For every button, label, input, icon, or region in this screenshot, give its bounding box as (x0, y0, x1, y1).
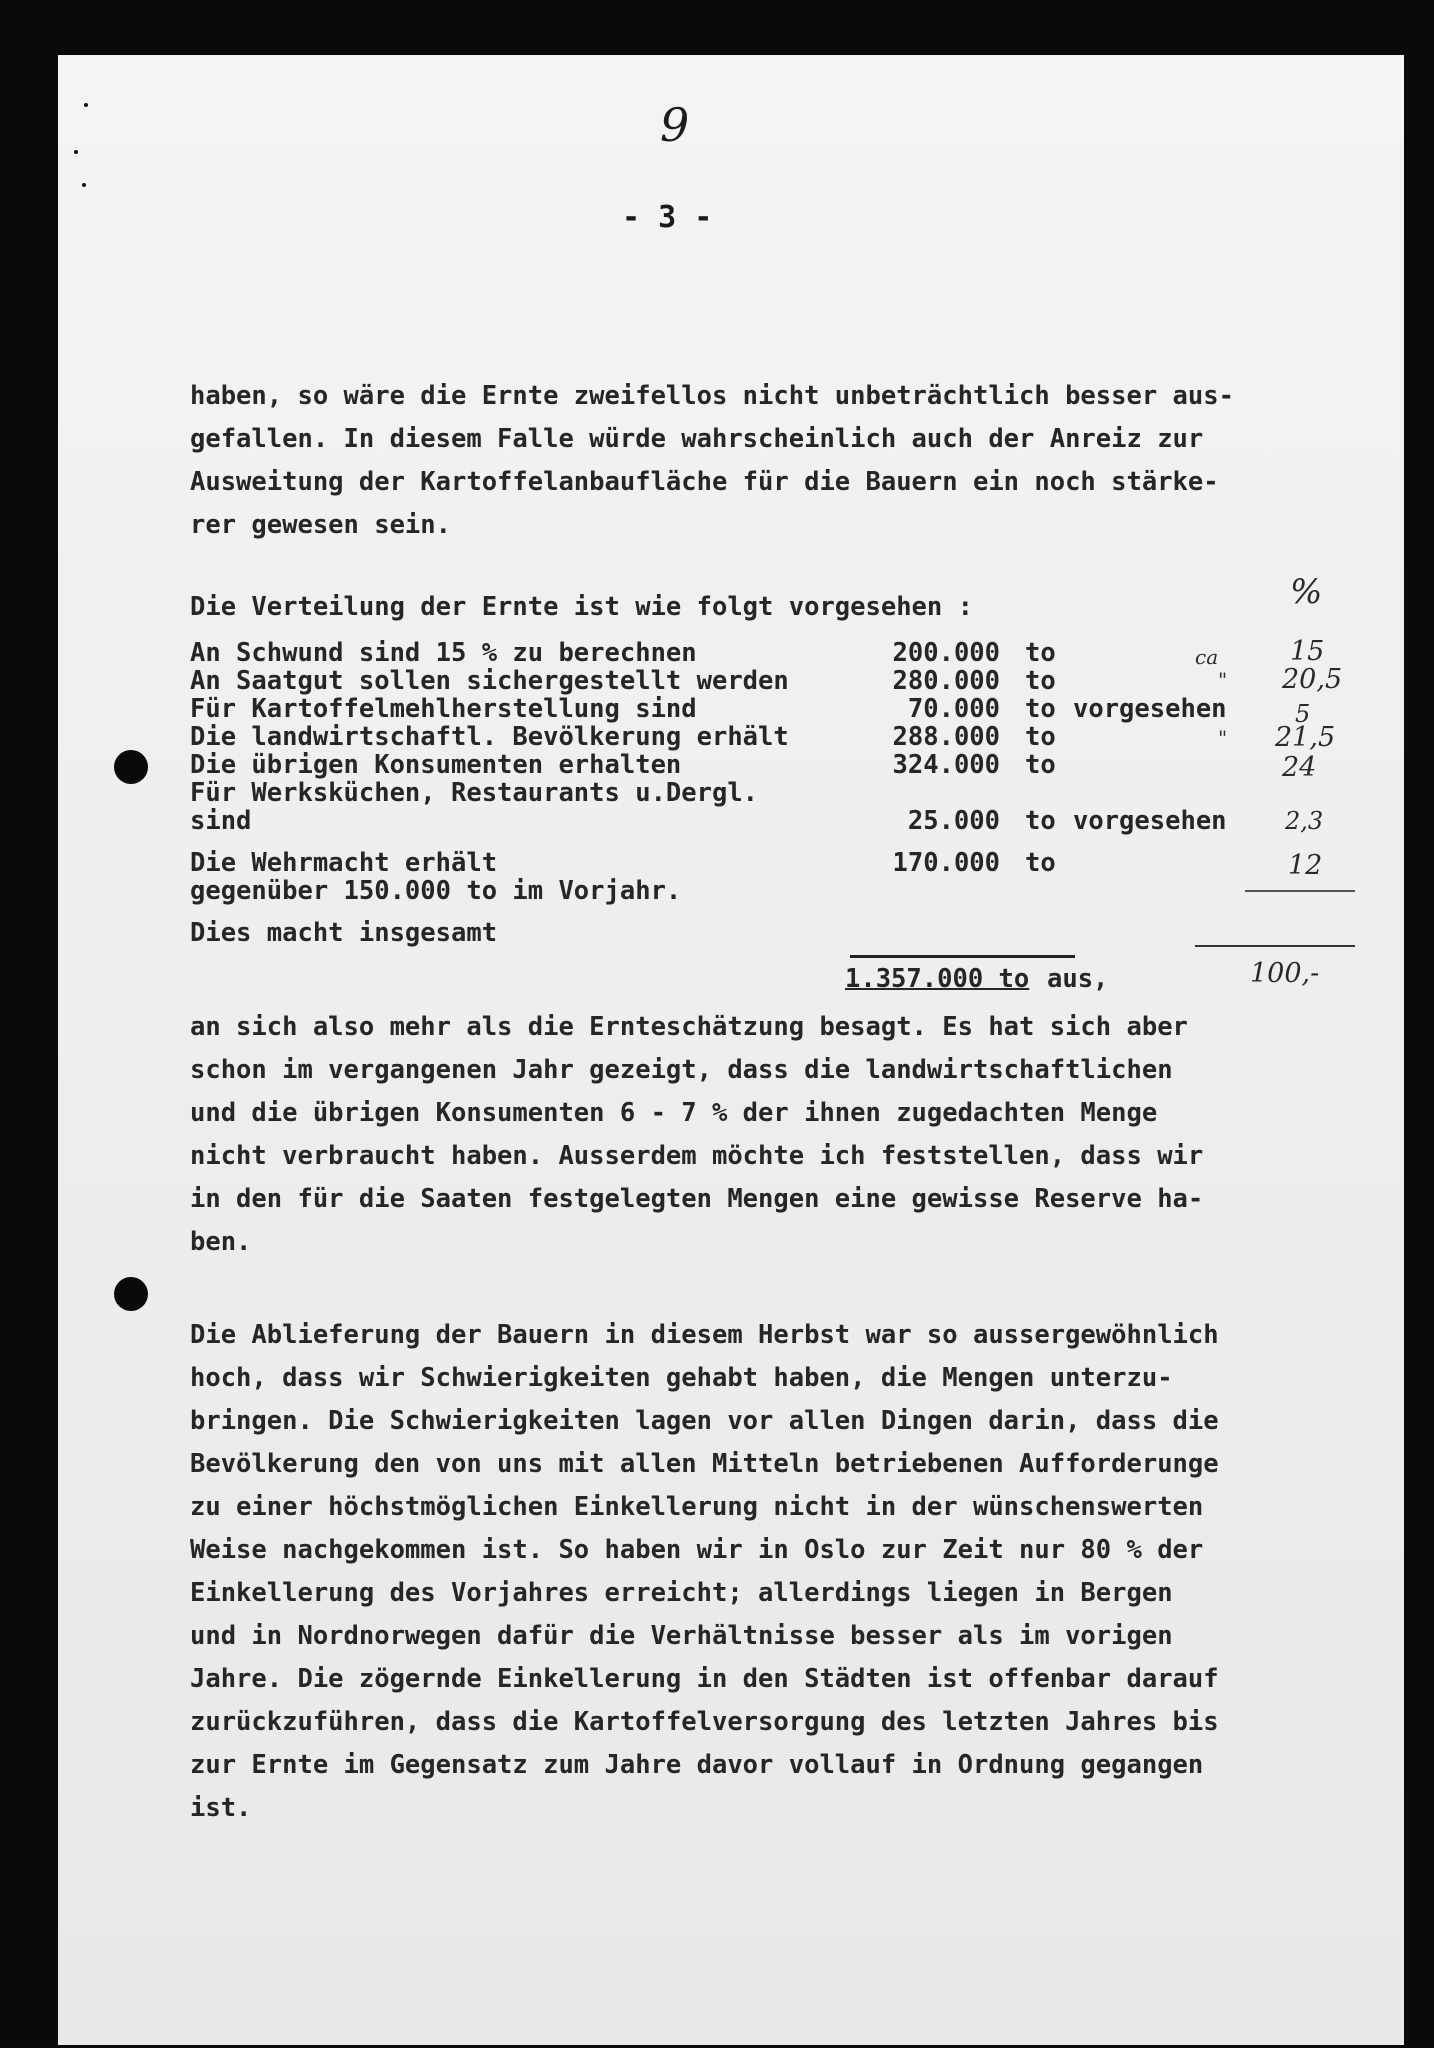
row-unit: to (1025, 848, 1056, 878)
handwritten-ca: ca (1195, 645, 1219, 669)
handwritten-ditto: " (1218, 726, 1228, 750)
speck (84, 103, 88, 107)
handwritten-total-percent: 100,- (1250, 958, 1320, 989)
text-line: an sich also mehr als die Ernteschätzung besagt. Es hat sich aber (190, 1012, 1188, 1042)
handwritten-sheet-number: 9 (660, 98, 690, 152)
text-line: und die übrigen Konsumenten 6 - 7 % der ihnen zugedachten Menge (190, 1098, 1158, 1128)
text-line: ist. (190, 1793, 252, 1823)
row-label: An Saatgut sollen sichergestellt werden (190, 666, 789, 696)
row-unit: to (1025, 806, 1056, 836)
speck (82, 183, 86, 187)
handwritten-percent: 15 (1290, 636, 1325, 667)
text-line: Ausweitung der Kartoffelanbaufläche für die Bauern ein noch stärke- (190, 467, 1219, 497)
total-amount: 1.357.000 to (845, 964, 1030, 994)
text-line: Bevölkerung den von uns mit allen Mitteln betriebenen Aufforderunge (190, 1449, 1219, 1479)
row-amount: 324.000 (892, 750, 1000, 780)
text-line: Weise nachgekommen ist. So haben wir in Oslo zur Zeit nur 80 % der (190, 1535, 1204, 1565)
text-line: zu einer höchstmöglichen Einkellerung nicht in der wünschenswerten (190, 1492, 1204, 1522)
row-unit: to (1025, 666, 1056, 696)
handwritten-percent: 20,5 (1282, 664, 1343, 695)
row-label: sind (190, 806, 252, 836)
row-amount: 170.000 (892, 848, 1000, 878)
text-line: in den für die Saaten festgelegten Mengen eine gewisse Reserve ha- (190, 1184, 1204, 1214)
text-line: ben. (190, 1227, 252, 1257)
row-note: vorgesehen (1073, 694, 1227, 724)
row-amount: 200.000 (892, 638, 1000, 668)
row-label: Für Werksküchen, Restaurants u.Dergl. (190, 778, 759, 808)
handwritten-ditto: " (1218, 668, 1228, 692)
text-line: zur Ernte im Gegensatz zum Jahre davor vollauf in Ordnung gegangen (190, 1750, 1204, 1780)
text-line: und in Nordnorwegen dafür die Verhältnisse besser als im vorigen (190, 1621, 1173, 1651)
row-note: vorgesehen (1073, 806, 1227, 836)
text-line: zurückzuführen, dass die Kartoffelversorgung des letzten Jahres bis (190, 1707, 1219, 1737)
row-amount: 70.000 (907, 694, 1000, 724)
row-label: Die Wehrmacht erhält (190, 848, 498, 878)
row-label: gegenüber 150.000 to im Vorjahr. (190, 876, 682, 906)
row-label: Die übrigen Konsumenten erhalten (190, 750, 682, 780)
row-unit: to (1025, 694, 1056, 724)
row-label: An Schwund sind 15 % zu berechnen (190, 638, 697, 668)
row-amount: 25.000 (907, 806, 1000, 836)
text-line: haben, so wäre die Ernte zweifellos nicht unbeträchtlich besser aus- (190, 381, 1234, 411)
handwritten-rule (1245, 890, 1355, 892)
total-suffix: aus, (1047, 964, 1109, 994)
text-line: nicht verbraucht haben. Ausserdem möchte ich feststellen, dass wir (190, 1141, 1204, 1171)
text-line: Einkellerung des Vorjahres erreicht; allerdings liegen in Bergen (190, 1578, 1173, 1608)
row-unit: to (1025, 638, 1056, 668)
handwritten-percent: 5 (1295, 700, 1311, 728)
row-label: Die landwirtschaftl. Bevölkerung erhält (190, 722, 789, 752)
paragraph-harvest-outcome (190, 375, 1234, 547)
text-line: Die Ablieferung der Bauern in diesem Herbst war so aussergewöhnlich (190, 1320, 1219, 1350)
text-line: bringen. Die Schwierigkeiten lagen vor allen Dingen darin, dass die (190, 1406, 1219, 1436)
punch-hole (114, 750, 148, 784)
paragraph-delivery-storage (190, 1314, 1219, 1830)
row-amount: 288.000 (892, 722, 1000, 752)
text-line: hoch, dass wir Schwierigkeiten gehabt haben, die Mengen unterzu- (190, 1363, 1173, 1393)
punch-hole (114, 1277, 148, 1311)
row-unit: to (1025, 750, 1056, 780)
page-number: - 3 - (622, 200, 713, 235)
handwritten-sum-rule (1195, 945, 1355, 947)
speck (74, 150, 78, 154)
sum-rule (850, 955, 1075, 958)
handwritten-percent-header: % (1290, 572, 1323, 612)
handwritten-percent: 12 (1288, 850, 1323, 881)
text-line: rer gewesen sein. (190, 510, 451, 540)
handwritten-percent: 2,3 (1285, 807, 1324, 835)
distribution-heading: Die Verteilung der Ernte ist wie folgt vorgesehen : (190, 592, 973, 622)
row-amount: 280.000 (892, 666, 1000, 696)
text-line: Jahre. Die zögernde Einkellerung in den Städten ist offenbar darauf (190, 1664, 1219, 1694)
handwritten-percent: 24 (1282, 752, 1317, 783)
text-line: schon im vergangenen Jahr gezeigt, dass die landwirtschaftlichen (190, 1055, 1173, 1085)
row-unit: to (1025, 722, 1056, 752)
row-label: Für Kartoffelmehlherstellung sind (190, 694, 697, 724)
text-line: gefallen. In diesem Falle würde wahrscheinlich auch der Anreiz zur (190, 424, 1204, 454)
paragraph-consumption-note (190, 1006, 1203, 1264)
handwritten-percent: 21,5 (1275, 722, 1336, 753)
row-label: Dies macht insgesamt (190, 918, 498, 948)
